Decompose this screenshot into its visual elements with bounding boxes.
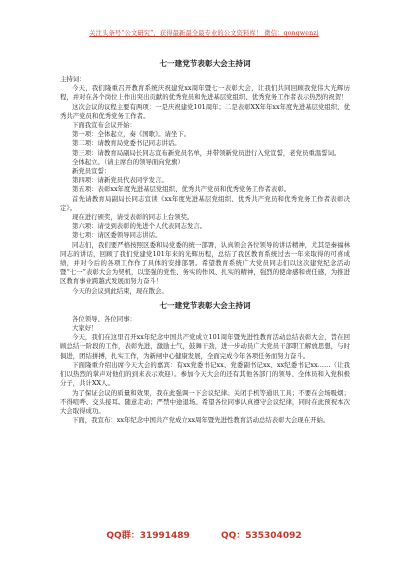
doc1-paragraph: 现在进行颁奖，请受表彰的同志上台领奖。: [72, 213, 194, 222]
doc1-paragraph: 第四项：请新党员代表同学发言。: [72, 176, 168, 185]
doc1-body: [60, 75, 350, 296]
doc1-paragraph: 今天的会议到此结束，现在散会。: [72, 286, 168, 295]
doc1-paragraph: 第二项：请教育局党委书记同志讲话。: [72, 139, 181, 148]
qq-group-text: QQ群：31991489: [106, 531, 190, 541]
promo-banner: [0, 0, 408, 40]
doc1-paragraph: 第七项：请区委领导同志讲话。: [72, 231, 162, 240]
doc1-paragraph: 第一项：全体起立，奏《国歌》。请坐下。: [72, 130, 191, 139]
doc1-paragraph: 同志们，我们要严格按照区委和局党委的统一部署，认真领会各位领导的讲话精神，尤其是秦福林同志的讲话，回顾了我们党建党101年来的光辉历程，总结了我区教育系统过去一年来取得的可喜成绩，并对今后的各项工作作了具体的安排部署。希望教育系统广大党员同志们以这次建党纪念活动暨“七一”表彰大会为契机，以坚强的党性、务实的作风、扎实的精神，强烈的使命感和责任感，为推进区教育事业跨越式发展而努力奋斗！: [60, 240, 350, 286]
doc2-paragraph: 下面，我宣布：xx年纪念中国共产党成立xx周年暨先进性教育活动总结表彰大会现在开始。: [72, 416, 330, 425]
doc1-paragraph: 下面我宣布会议开始：: [72, 121, 136, 130]
doc1-paragraph: 新党员宣誓：: [72, 167, 111, 176]
doc1-title: 七一建党节表彰大会主持词: [159, 59, 251, 68]
doc1-paragraph: 全体起立。（请主席台的领导面向党旗）: [72, 157, 184, 166]
doc2-paragraph: 今天，我们在这里召开xx年纪念中国共产党成立101周年暨先进性教育活动总结表彰大会，旨在回顾总结一阶段的工作，表彰先进，激励士气，鼓舞干劲，进一步动员广大党员干部职工解放思想，与时俱进，团结拼搏，扎实工作，为新闸中心健康发展，全面完成今年各项任务而努力奋斗。: [60, 333, 350, 360]
doc1-paragraph: 首先请教育局副局长同志宣读《xx年度先进基层党组织、优秀共产党员和优秀党务工作者表彰决定》。: [60, 194, 350, 212]
doc2-paragraph: 各位领导、各位同事：: [72, 314, 136, 323]
contact-footer: [0, 528, 408, 541]
doc1-paragraph: 第五项：表彰xx年度先进基层党组织、优秀共产党员和优秀党务工作者表彰。: [72, 185, 291, 194]
doc1-paragraph: 主持词：: [60, 75, 86, 83]
doc1-paragraph: 这次会议的议程主要有两项：一是庆祝建党101周年；二是表彰XX年年xx年度先进基层党组织、优秀共产党员和优秀党务工作者。: [60, 102, 350, 120]
doc2-paragraph: 大家好！: [72, 324, 98, 333]
promo-link[interactable]: 关注头条号“公文研究”，获得最新最全最专业的公文资料库！ 微信：gongwenzj: [89, 30, 319, 37]
doc2-title: 七一建党节表彰大会主持词: [159, 300, 251, 310]
doc2-paragraph: 为了保证会议的质量和效果，我在此强调一下会议纪律。关闭手机等通讯工具；不要在会场吸烟；不得喧哗、交头接耳。随意走动；严禁中途退场。希望各位同事认真遵守会议纪律，同时在此预祝本次大会取得成功。: [60, 388, 350, 415]
doc2-body: [60, 315, 350, 425]
qq-number-text: QQ：535304092: [220, 531, 302, 541]
doc1-paragraph: 第三项：请教育局副局长同志宣布新党员名单，并带领新党员进行入党宣誓，老党员重温誓词。: [72, 148, 341, 157]
document-page: [60, 44, 350, 425]
doc2-paragraph: 下面隆重介绍出席今天大会的嘉宾：有xx党委书记xx、党委副书记xx、xx纪委书记xx……（让我们以热烈的掌声对他们的到来表示欢迎）。参加今天大会的还有其他各部门的领导、全体员和入党积极分子，共计XX人。: [60, 360, 350, 388]
doc1-paragraph: 第六项：请受到表彰的先进个人代表同志发言。: [72, 222, 207, 231]
doc1-paragraph: 今天，我们隆重召开教育系统庆祝建党xx周年暨七一表彰大会，让我们共同回顾我党伟大光辉历程，并对在各个岗位上作出突出贡献的优秀党员和先进基层党组织、优秀党务工作者表示热烈的祝贺！: [60, 84, 350, 102]
